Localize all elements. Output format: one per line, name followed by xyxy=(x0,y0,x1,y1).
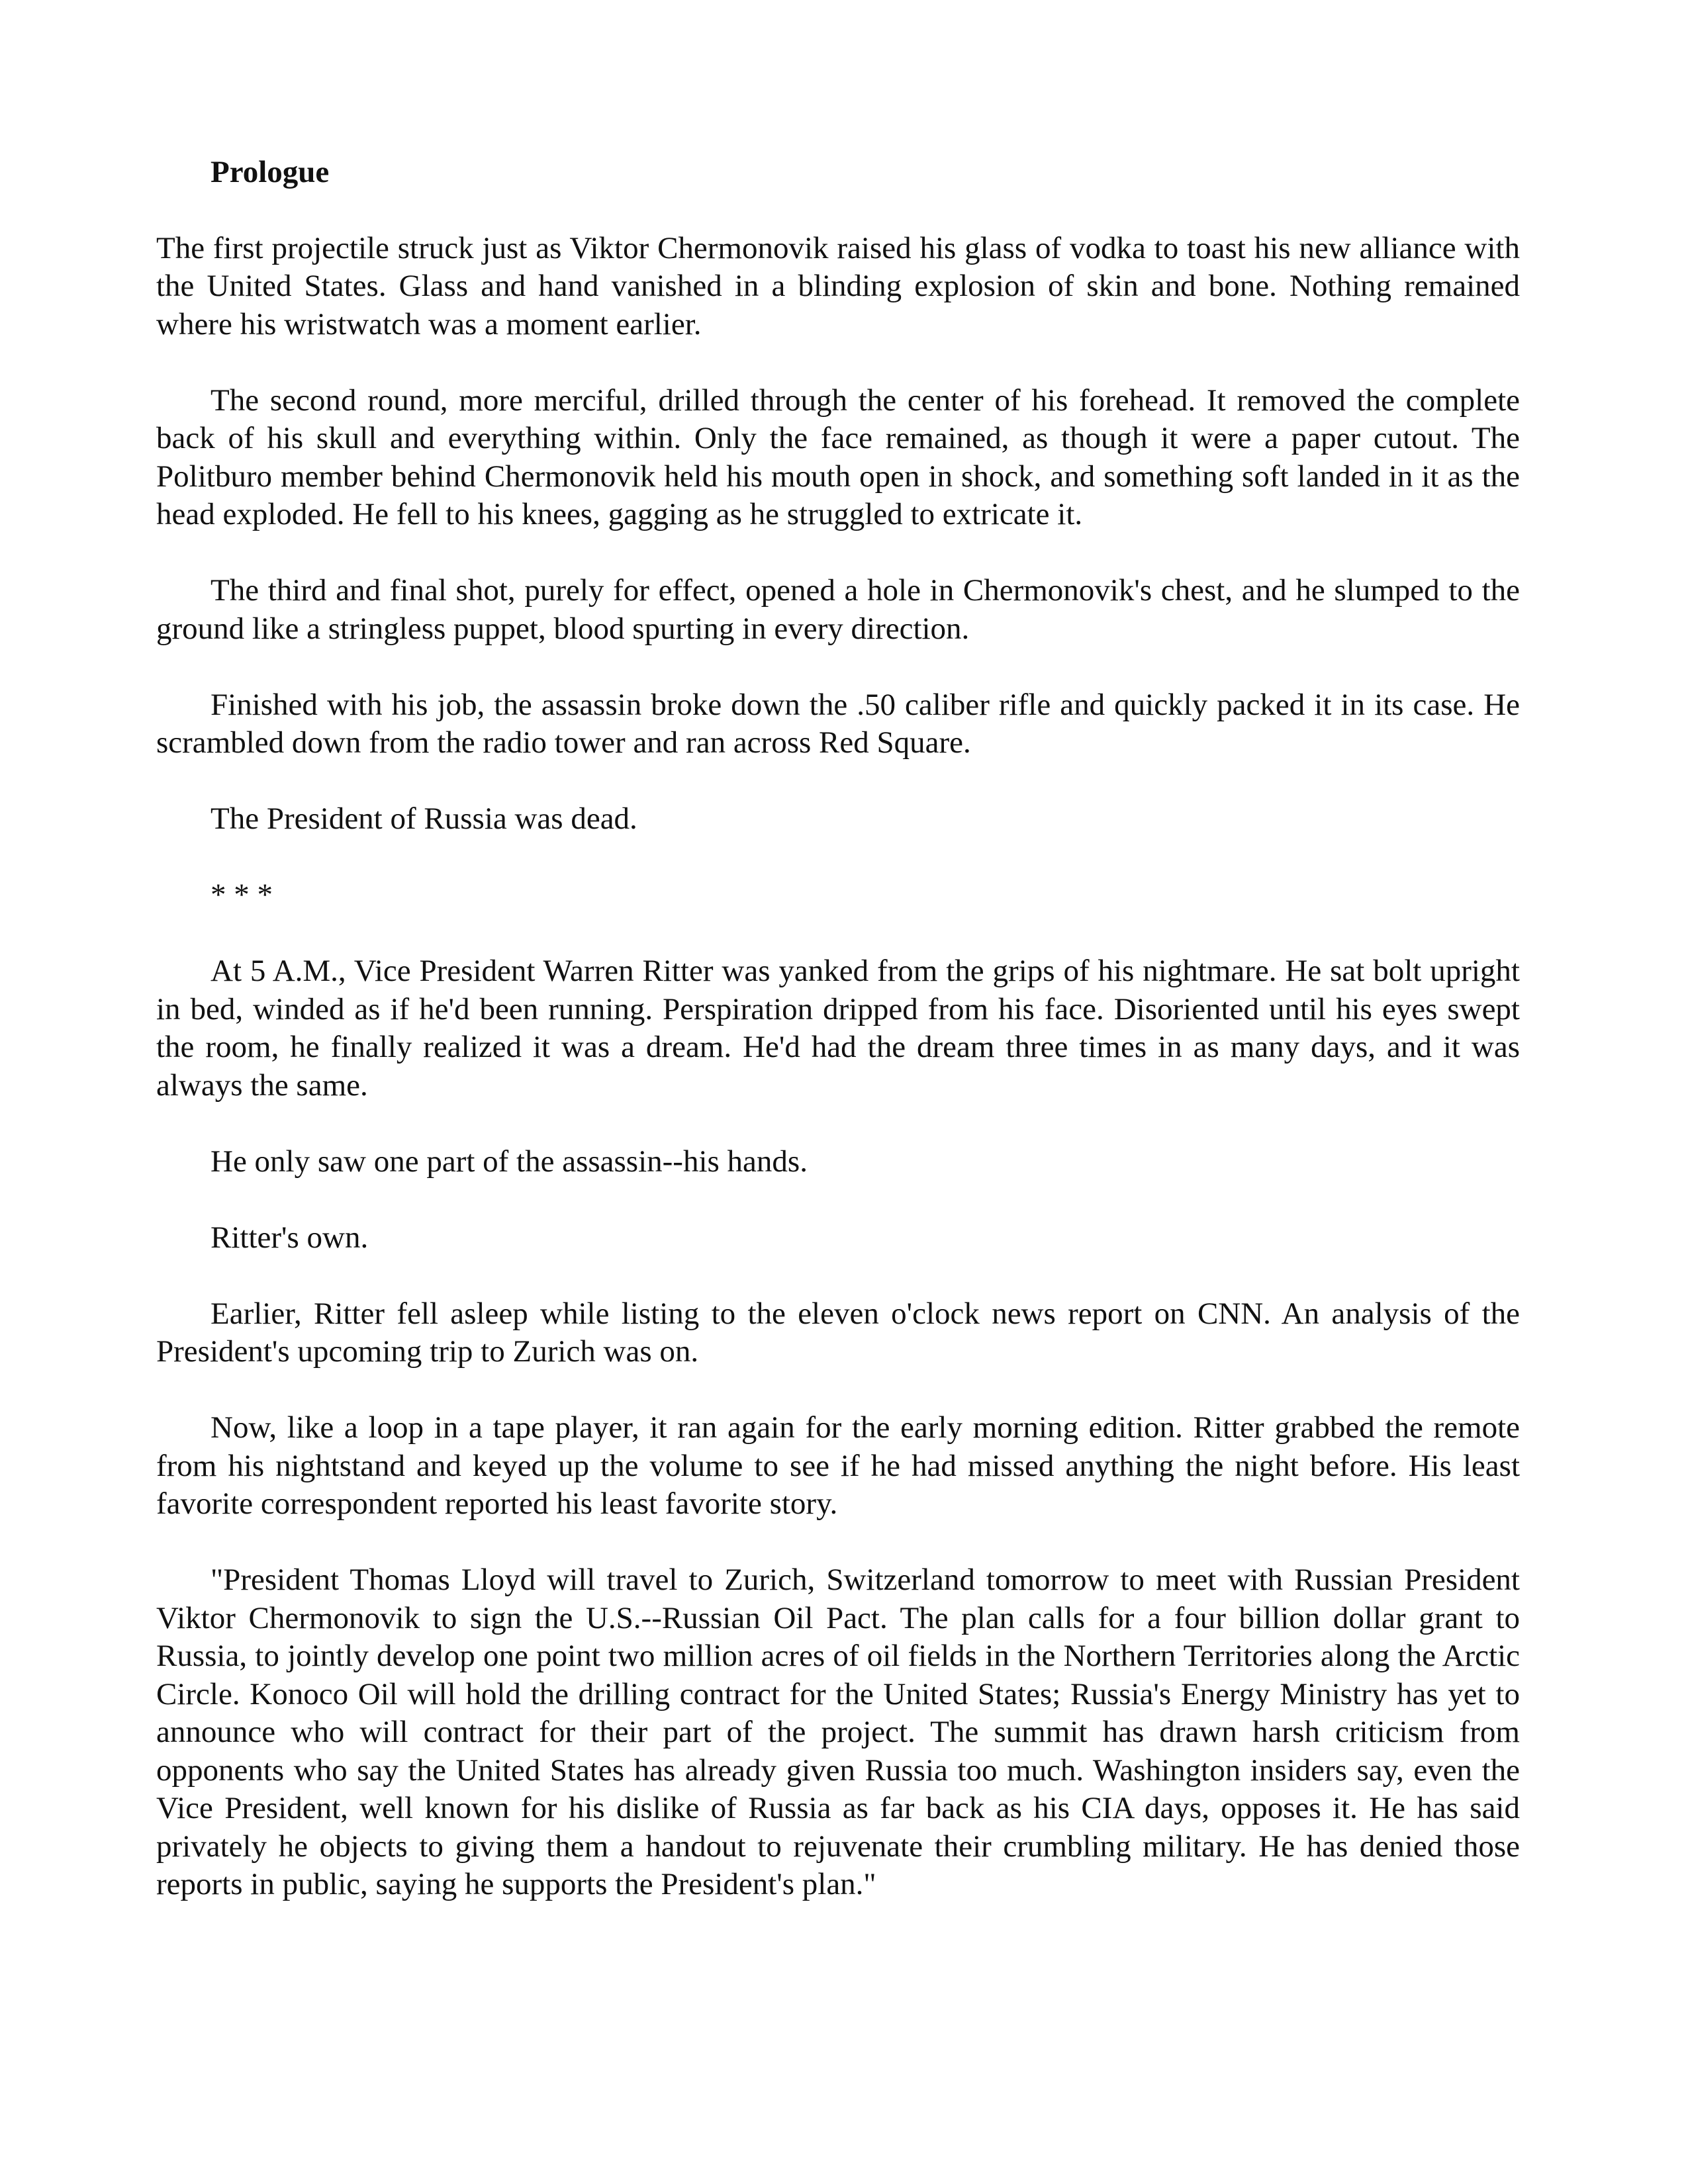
paragraph-assassin-hands: He only saw one part of the assassin--his hands. xyxy=(211,1144,808,1179)
paragraph-cnn-report: Earlier, Ritter fell asleep while listing to the eleven o'clock news report on CNN. An analysis of the President's upcoming trip to Zurich was on. xyxy=(156,1296,1520,1369)
paragraph-third-shot: The third and final shot, purely for effect, opened a hole in Chermonovik's chest, and he slumped to the ground like a stringless puppet, blood spurting in every direction. xyxy=(156,573,1520,646)
paragraph-ritter-wakes: At 5 A.M., Vice President Warren Ritter was yanked from the grips of his nightmare. He sat bolt upright in bed, winded as if he'd been running. Perspiration dripped from his face. Disoriented until his eyes swept the room, he finally realized it was a dream. He'd had the dream three times in as many days, and it was always the same. xyxy=(156,954,1520,1103)
paragraph-news-quote: "President Thomas Lloyd will travel to Zurich, Switzerland tomorrow to meet with Russian President Viktor Chermonovik to sign the U.S.--Russian Oil Pact. The plan calls for a four billion dollar grant to Russia, to jointly develop one point two million acres of oil fields in the Northern Territories along the Arctic Circle. Konoco Oil will hold the drilling contract for the United States; Russia's Energy Ministry has yet to announce who will contract for their part of the project. The summit has drawn harsh criticism from opponents who say the United States has already given Russia too much. Washington insiders say, even the Vice President, well known for his dislike of Russia as far back as his CIA days, opposes it. He has said privately he objects to giving them a handout to rejuvenate their crumbling military. He has denied those reports in public, saying he supports the President's plan." xyxy=(156,1563,1520,1901)
paragraph-second-round: The second round, more merciful, drilled through the center of his forehead. It removed the complete back of his skull and everything within. Only the face remained, as though it were a paper cutout. The Politburo member behind Chermonovik held his mouth open in shock, and something soft landed in it as the head exploded. He fell to his knees, gagging as he struggled to extricate it. xyxy=(156,383,1520,531)
paragraph-president-dead: The President of Russia was dead. xyxy=(211,801,637,836)
paragraph-assassin-escape: Finished with his job, the assassin broke down the .50 caliber rifle and quickly packed it in its case. He scrambled down from the radio tower and ran across Red Square. xyxy=(156,687,1520,760)
paragraph-ritters-own: Ritter's own. xyxy=(211,1220,369,1255)
scene-break: * * * xyxy=(211,878,273,912)
chapter-title: Prologue xyxy=(211,155,330,189)
paragraph-tape-loop: Now, like a loop in a tape player, it ran again for the early morning edition. Ritter grabbed the remote from his nightstand and keyed up the volume to see if he had missed anything the night before. His least favorite correspondent reported his least favorite story. xyxy=(156,1410,1520,1521)
paragraph-first-projectile: The first projectile struck just as Viktor Chermonovik raised his glass of vodka to toast his new alliance with the United States. Glass and hand vanished in a blinding explosion of skin and bone. Nothing remained where his wristwatch was a moment earlier. xyxy=(156,230,1520,341)
document-page xyxy=(156,154,1520,1942)
